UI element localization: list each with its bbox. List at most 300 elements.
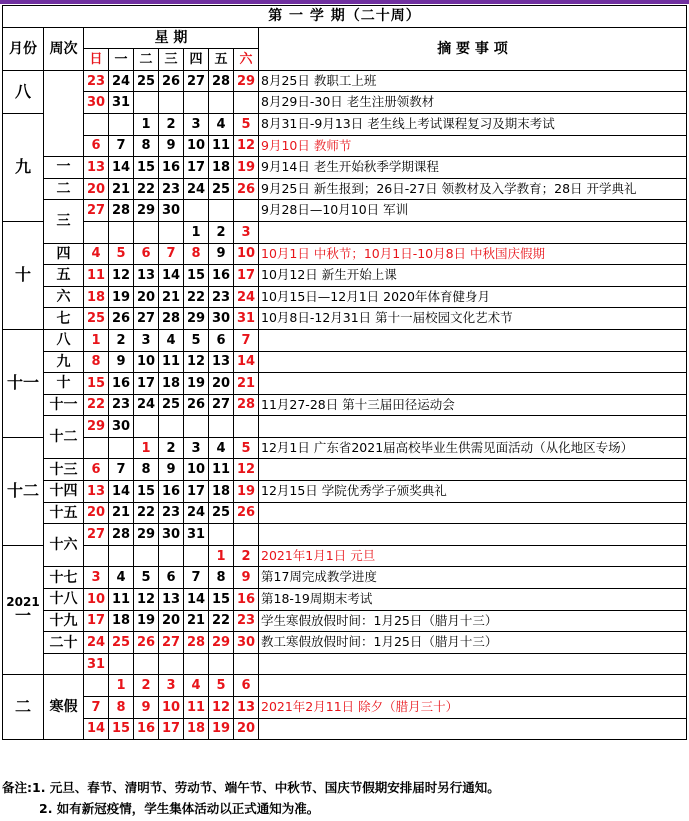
day-cell: 31 <box>109 92 134 114</box>
event-cell: 10月1日 中秋节；10月1日-10月8日 中秋国庆假期 <box>259 243 687 265</box>
day-cell: 8 <box>84 351 109 373</box>
day-cell: 30 <box>209 308 234 330</box>
day-cell: 19 <box>109 286 134 308</box>
event-cell <box>259 718 687 740</box>
day-cell: 4 <box>209 113 234 135</box>
event-cell: 10月12日 新生开始上课 <box>259 265 687 287</box>
top-accent-bar <box>0 0 689 4</box>
day-cell: 13 <box>84 157 109 179</box>
week-cell <box>44 70 84 156</box>
table-row <box>3 243 687 265</box>
day-cell: 26 <box>134 632 159 654</box>
day-cell: 18 <box>109 610 134 632</box>
week-cell: 十二 <box>44 416 84 459</box>
day-cell: 7 <box>109 135 134 157</box>
day-cell <box>159 221 184 243</box>
day-cell: 10 <box>84 589 109 611</box>
month-cell: 九 <box>3 113 44 221</box>
week-cell: 十 <box>44 373 84 395</box>
day-cell: 14 <box>234 351 259 373</box>
day-cell: 12 <box>134 589 159 611</box>
day-cell: 20 <box>84 178 109 200</box>
day-cell: 25 <box>109 632 134 654</box>
day-cell <box>234 524 259 546</box>
day-cell: 5 <box>109 243 134 265</box>
day-cell: 4 <box>209 437 234 459</box>
day-cell: 17 <box>184 481 209 503</box>
day-cell <box>134 545 159 567</box>
table-row <box>3 437 687 459</box>
weekday-fri: 五 <box>209 49 234 71</box>
table-row <box>3 113 687 135</box>
day-cell: 1 <box>134 437 159 459</box>
day-cell: 13 <box>84 481 109 503</box>
day-cell: 5 <box>209 675 234 697</box>
day-cell: 11 <box>159 351 184 373</box>
table-row <box>3 545 687 567</box>
note-line-1: 备注:1. 元旦、春节、清明节、劳动节、端午节、中秋节、国庆节假期安排届时另行通知。 <box>2 780 500 795</box>
table-row <box>3 286 687 308</box>
day-cell <box>234 92 259 114</box>
event-cell: 8月29日-30日 老生注册领教材 <box>259 92 687 114</box>
event-cell: 第17周完成教学进度 <box>259 567 687 589</box>
day-cell <box>84 221 109 243</box>
day-cell: 9 <box>159 459 184 481</box>
table-row <box>3 416 687 438</box>
day-cell: 9 <box>159 135 184 157</box>
event-cell <box>259 351 687 373</box>
day-cell <box>84 675 109 697</box>
day-cell <box>209 653 234 675</box>
day-cell: 24 <box>184 502 209 524</box>
day-cell: 26 <box>234 178 259 200</box>
day-cell <box>84 437 109 459</box>
day-cell: 27 <box>209 394 234 416</box>
day-cell: 10 <box>184 135 209 157</box>
day-cell: 16 <box>159 481 184 503</box>
event-cell: 教工寒假放假时间：1月25日（腊月十三） <box>259 632 687 654</box>
event-cell: 8月31日-9月13日 老生线上考试课程复习及期末考试 <box>259 113 687 135</box>
day-cell: 19 <box>134 610 159 632</box>
day-cell: 19 <box>234 157 259 179</box>
table-row <box>3 524 687 546</box>
week-cell: 六 <box>44 286 84 308</box>
day-cell: 23 <box>159 502 184 524</box>
week-cell: 十六 <box>44 524 84 567</box>
table-row <box>3 697 687 719</box>
calendar-table <box>2 5 687 740</box>
day-cell: 5 <box>234 113 259 135</box>
day-cell: 28 <box>234 394 259 416</box>
event-cell <box>259 416 687 438</box>
day-cell: 3 <box>184 437 209 459</box>
day-cell: 14 <box>84 718 109 740</box>
event-cell: 12月15日 学院优秀学子颁奖典礼 <box>259 481 687 503</box>
day-cell: 22 <box>209 610 234 632</box>
day-cell <box>184 416 209 438</box>
day-cell: 11 <box>109 589 134 611</box>
day-cell: 2 <box>159 113 184 135</box>
day-cell: 15 <box>184 265 209 287</box>
day-cell: 30 <box>234 632 259 654</box>
week-header: 周次 <box>44 27 84 70</box>
table-row <box>3 308 687 330</box>
day-cell: 4 <box>109 567 134 589</box>
table-row <box>3 92 687 114</box>
month-cell: 八 <box>3 70 44 113</box>
day-cell: 22 <box>134 178 159 200</box>
table-row <box>3 178 687 200</box>
day-cell: 31 <box>84 653 109 675</box>
page-title: 第 一 学 期（二十周） <box>3 6 687 28</box>
day-cell: 9 <box>109 351 134 373</box>
day-cell: 13 <box>134 265 159 287</box>
day-cell: 15 <box>109 718 134 740</box>
event-cell <box>259 502 687 524</box>
day-cell: 15 <box>209 589 234 611</box>
day-cell <box>234 653 259 675</box>
day-cell: 7 <box>184 567 209 589</box>
table-row <box>3 589 687 611</box>
day-cell <box>184 200 209 222</box>
day-cell: 14 <box>109 481 134 503</box>
month-year-label: 2021 <box>6 595 40 610</box>
day-cell: 6 <box>84 135 109 157</box>
month-cell: 十一 <box>3 329 44 437</box>
day-cell: 29 <box>234 70 259 92</box>
week-cell: 五 <box>44 265 84 287</box>
event-cell: 9月14日 老生开始秋季学期课程 <box>259 157 687 179</box>
day-cell: 30 <box>159 200 184 222</box>
day-cell <box>209 200 234 222</box>
day-cell: 20 <box>134 286 159 308</box>
day-cell: 31 <box>184 524 209 546</box>
day-cell: 21 <box>109 178 134 200</box>
day-cell: 11 <box>209 135 234 157</box>
day-cell <box>109 653 134 675</box>
day-cell: 17 <box>134 373 159 395</box>
weekday-thu: 四 <box>184 49 209 71</box>
event-cell <box>259 373 687 395</box>
day-cell <box>109 545 134 567</box>
table-row <box>3 632 687 654</box>
day-cell: 7 <box>159 243 184 265</box>
day-cell: 28 <box>109 524 134 546</box>
day-cell: 6 <box>84 459 109 481</box>
day-cell: 19 <box>234 481 259 503</box>
weekday-sat: 六 <box>234 49 259 71</box>
day-cell: 27 <box>84 200 109 222</box>
event-cell: 10月8日-12月31日 第十一届校园文化艺术节 <box>259 308 687 330</box>
day-cell <box>109 221 134 243</box>
day-cell: 7 <box>84 697 109 719</box>
day-cell: 2 <box>159 437 184 459</box>
month-cell: 十 <box>3 221 44 329</box>
week-cell: 八 <box>44 329 84 351</box>
day-cell: 14 <box>184 589 209 611</box>
day-cell: 18 <box>184 718 209 740</box>
day-cell: 16 <box>234 589 259 611</box>
day-cell: 28 <box>209 70 234 92</box>
day-cell: 4 <box>84 243 109 265</box>
week-cell <box>44 653 84 675</box>
day-cell: 1 <box>134 113 159 135</box>
day-cell: 10 <box>134 351 159 373</box>
day-cell: 29 <box>84 416 109 438</box>
day-cell: 24 <box>234 286 259 308</box>
day-cell: 23 <box>159 178 184 200</box>
day-cell: 23 <box>209 286 234 308</box>
day-cell: 5 <box>134 567 159 589</box>
day-cell: 15 <box>84 373 109 395</box>
table-row <box>3 329 687 351</box>
week-cell: 二十 <box>44 632 84 654</box>
week-cell: 二 <box>44 178 84 200</box>
event-cell: 学生寒假放假时间：1月25日（腊月十三） <box>259 610 687 632</box>
day-cell: 1 <box>184 221 209 243</box>
day-cell: 6 <box>159 567 184 589</box>
day-cell: 21 <box>184 610 209 632</box>
day-cell: 11 <box>209 459 234 481</box>
day-cell: 3 <box>84 567 109 589</box>
day-cell <box>209 92 234 114</box>
day-cell: 3 <box>134 329 159 351</box>
day-cell: 4 <box>159 329 184 351</box>
week-cell: 十三 <box>44 459 84 481</box>
day-cell: 17 <box>184 157 209 179</box>
day-cell <box>184 653 209 675</box>
day-cell: 17 <box>159 718 184 740</box>
day-cell: 6 <box>134 243 159 265</box>
day-cell: 24 <box>109 70 134 92</box>
day-cell: 24 <box>184 178 209 200</box>
weekday-group-header: 星 期 <box>84 27 259 49</box>
day-cell: 30 <box>84 92 109 114</box>
day-cell <box>134 416 159 438</box>
day-cell <box>84 113 109 135</box>
day-cell: 5 <box>184 329 209 351</box>
week-cell: 九 <box>44 351 84 373</box>
day-cell: 10 <box>234 243 259 265</box>
table-row <box>3 610 687 632</box>
day-cell: 23 <box>109 394 134 416</box>
day-cell: 18 <box>84 286 109 308</box>
weekday-sun: 日 <box>84 49 109 71</box>
day-cell: 22 <box>134 502 159 524</box>
day-cell: 12 <box>109 265 134 287</box>
day-cell: 29 <box>134 524 159 546</box>
event-cell: 11月27-28日 第十三届田径运动会 <box>259 394 687 416</box>
day-cell: 16 <box>209 265 234 287</box>
day-cell: 10 <box>159 697 184 719</box>
day-cell: 1 <box>84 329 109 351</box>
day-cell: 23 <box>84 70 109 92</box>
day-cell: 3 <box>234 221 259 243</box>
table-row <box>3 157 687 179</box>
day-cell <box>84 545 109 567</box>
week-cell: 十五 <box>44 502 84 524</box>
week-cell: 四 <box>44 243 84 265</box>
day-cell: 30 <box>109 416 134 438</box>
day-cell: 8 <box>109 697 134 719</box>
day-cell: 25 <box>159 394 184 416</box>
day-cell: 8 <box>134 459 159 481</box>
day-cell: 16 <box>159 157 184 179</box>
week-cell: 十七 <box>44 567 84 589</box>
day-cell: 25 <box>209 178 234 200</box>
month-cell <box>3 545 44 675</box>
day-cell: 10 <box>184 459 209 481</box>
day-cell: 9 <box>134 697 159 719</box>
event-cell: 第18-19周期末考试 <box>259 589 687 611</box>
event-cell: 2021年1月1日 元旦 <box>259 545 687 567</box>
day-cell: 24 <box>84 632 109 654</box>
event-cell: 10月15日—12月1日 2020年体育健身月 <box>259 286 687 308</box>
week-cell: 三 <box>44 200 84 243</box>
day-cell: 4 <box>184 675 209 697</box>
day-cell: 2 <box>209 221 234 243</box>
day-cell: 16 <box>134 718 159 740</box>
table-row <box>3 502 687 524</box>
table-row <box>3 459 687 481</box>
day-cell <box>184 92 209 114</box>
day-cell: 16 <box>109 373 134 395</box>
day-cell: 30 <box>159 524 184 546</box>
event-cell <box>259 459 687 481</box>
weekday-mon: 一 <box>109 49 134 71</box>
day-cell: 26 <box>234 502 259 524</box>
day-cell: 6 <box>234 675 259 697</box>
table-row <box>3 373 687 395</box>
day-cell: 1 <box>209 545 234 567</box>
day-cell: 18 <box>159 373 184 395</box>
day-cell: 25 <box>84 308 109 330</box>
day-cell: 1 <box>109 675 134 697</box>
day-cell: 7 <box>109 459 134 481</box>
day-cell: 25 <box>134 70 159 92</box>
day-cell: 21 <box>159 286 184 308</box>
table-row <box>3 653 687 675</box>
day-cell <box>109 437 134 459</box>
table-row <box>3 200 687 222</box>
note-line-2: 2. 如有新冠疫情，学生集体活动以正式通知为准。 <box>39 801 320 816</box>
event-cell <box>259 221 687 243</box>
day-cell: 24 <box>134 394 159 416</box>
day-cell: 25 <box>209 502 234 524</box>
day-cell: 9 <box>234 567 259 589</box>
day-cell: 9 <box>209 243 234 265</box>
day-cell: 11 <box>84 265 109 287</box>
day-cell: 27 <box>134 308 159 330</box>
day-cell: 31 <box>234 308 259 330</box>
day-cell: 22 <box>184 286 209 308</box>
day-cell: 8 <box>184 243 209 265</box>
event-cell: 2021年2月11日 除夕（腊月三十） <box>259 697 687 719</box>
day-cell: 14 <box>159 265 184 287</box>
day-cell: 23 <box>234 610 259 632</box>
table-row <box>3 70 687 92</box>
day-cell <box>184 545 209 567</box>
day-cell <box>209 524 234 546</box>
week-cell: 十四 <box>44 481 84 503</box>
table-row <box>3 394 687 416</box>
day-cell <box>134 221 159 243</box>
day-cell: 15 <box>134 157 159 179</box>
day-cell: 26 <box>159 70 184 92</box>
day-cell <box>209 416 234 438</box>
day-cell <box>134 92 159 114</box>
table-row <box>3 221 687 243</box>
day-cell: 18 <box>209 481 234 503</box>
event-cell <box>259 653 687 675</box>
day-cell: 14 <box>109 157 134 179</box>
table-row <box>3 481 687 503</box>
event-cell: 9月10日 教师节 <box>259 135 687 157</box>
event-cell: 9月25日 新生报到；26日-27日 领教材及入学教育；28日 开学典礼 <box>259 178 687 200</box>
day-cell <box>159 92 184 114</box>
day-cell: 20 <box>84 502 109 524</box>
event-cell: 8月25日 教职工上班 <box>259 70 687 92</box>
week-cell: 十八 <box>44 589 84 611</box>
day-cell: 28 <box>159 308 184 330</box>
day-cell: 29 <box>134 200 159 222</box>
table-row <box>3 718 687 740</box>
event-cell <box>259 329 687 351</box>
day-cell: 13 <box>209 351 234 373</box>
week-cell: 十九 <box>44 610 84 632</box>
day-cell: 28 <box>109 200 134 222</box>
day-cell: 2 <box>109 329 134 351</box>
day-cell <box>159 653 184 675</box>
calendar-body <box>3 6 687 740</box>
table-row <box>3 265 687 287</box>
day-cell <box>234 200 259 222</box>
week-cell: 七 <box>44 308 84 330</box>
day-cell: 21 <box>109 502 134 524</box>
day-cell: 8 <box>134 135 159 157</box>
day-cell: 26 <box>109 308 134 330</box>
weekday-wed: 三 <box>159 49 184 71</box>
day-cell: 12 <box>234 459 259 481</box>
day-cell: 19 <box>209 718 234 740</box>
day-cell: 20 <box>234 718 259 740</box>
day-cell: 20 <box>209 373 234 395</box>
day-cell <box>134 653 159 675</box>
day-cell: 17 <box>234 265 259 287</box>
month-header: 月份 <box>3 27 44 70</box>
day-cell: 12 <box>234 135 259 157</box>
day-cell: 6 <box>209 329 234 351</box>
day-cell: 17 <box>84 610 109 632</box>
event-cell <box>259 675 687 697</box>
month-label: 一 <box>14 606 31 626</box>
day-cell: 22 <box>84 394 109 416</box>
day-cell: 8 <box>209 567 234 589</box>
day-cell: 13 <box>234 697 259 719</box>
day-cell: 13 <box>159 589 184 611</box>
week-cell: 一 <box>44 157 84 179</box>
summary-header: 摘 要 事 项 <box>259 27 687 70</box>
day-cell: 28 <box>184 632 209 654</box>
day-cell: 3 <box>159 675 184 697</box>
day-cell: 18 <box>209 157 234 179</box>
table-row <box>3 567 687 589</box>
day-cell: 26 <box>184 394 209 416</box>
day-cell: 21 <box>234 373 259 395</box>
day-cell: 2 <box>234 545 259 567</box>
notes <box>2 777 688 819</box>
day-cell: 3 <box>184 113 209 135</box>
